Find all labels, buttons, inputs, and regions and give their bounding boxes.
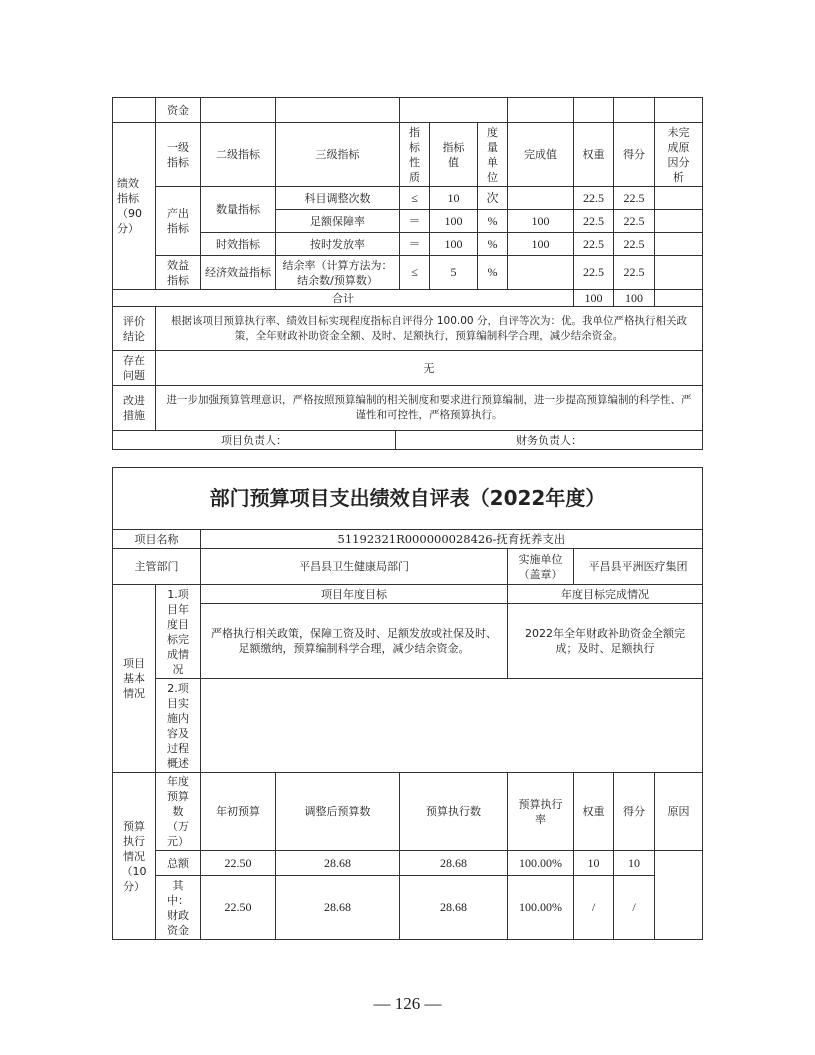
budget-label: [155, 875, 201, 940]
budget-weight: /: [573, 875, 614, 940]
indicator-name: 按时发放率: [275, 232, 400, 256]
indicator-unit: %: [477, 209, 508, 233]
empty-cell: [573, 97, 614, 123]
page-number: — 126 —: [373, 994, 442, 1013]
indicator-done: 100: [507, 209, 574, 233]
budget-adjusted: 28.68: [275, 875, 400, 940]
header-unit: 度量单位: [477, 122, 508, 187]
basic-label: 项目基本情况: [112, 584, 156, 773]
impl: 平昌县平洲医疗集团: [573, 548, 703, 585]
budget-header-annual: 年度预算数（万元）: [155, 772, 201, 851]
level2-economic: 经济效益指标: [200, 255, 276, 290]
perf-section-label: 绩效指标（90分）: [112, 122, 156, 290]
goal-header: 项目年度目标: [200, 584, 508, 604]
indicator-value: 5: [429, 255, 478, 290]
budget-weight: 10: [573, 850, 614, 876]
indicator-name: 足额保障率: [275, 209, 400, 233]
budget-header-score: 得分: [613, 772, 655, 851]
budget-label: 预算执行情况（10分）: [112, 772, 156, 940]
indicator-score: 22.5: [613, 232, 655, 256]
indicator-score: 22.5: [613, 209, 655, 233]
level2-quantity: 数量指标: [200, 186, 276, 233]
indicator-nature: ≤: [399, 186, 430, 210]
funds-label: 资金: [155, 97, 201, 123]
budget-score: /: [613, 875, 655, 940]
budget-rate: 100.00%: [507, 850, 574, 876]
header-reason: 未完成原因分析: [654, 122, 703, 187]
indicator-value: 10: [429, 186, 478, 210]
indicator-score: 22.5: [613, 255, 655, 290]
problems-label: 存在问题: [112, 350, 156, 386]
improve-text: 进一步加强预算管理意识，严格按照预算编制的相关制度和要求进行预算编制，进一步提高预算编制的科学性、严谨性和可控性，严格预算执行。: [155, 385, 703, 431]
header-level1: 一级指标: [155, 122, 201, 187]
table-title: 部门预算项目支出绩效自评表（2022年度）: [112, 467, 703, 530]
budget-header-adjusted: 调整后预算数: [275, 772, 400, 851]
indicator-reason: [654, 209, 703, 233]
budget-executed: 28.68: [399, 875, 508, 940]
indicator-weight: 22.5: [573, 232, 614, 256]
total-weight: 100: [573, 289, 614, 307]
empty-cell: [654, 97, 703, 123]
indicator-unit: %: [477, 232, 508, 256]
empty-cell: [613, 97, 655, 123]
dept: 平昌县卫生健康局部门: [200, 548, 508, 585]
goal-done-text: 2022年全年财政补助资金全额完成；及时、足额执行: [507, 603, 703, 679]
impl-label: 实施单位（盖章）: [507, 548, 574, 585]
budget-header-reason: 原因: [654, 772, 703, 851]
header-done: 完成值: [507, 122, 574, 187]
empty-cell: [654, 289, 703, 307]
indicator-unit: %: [477, 255, 508, 290]
header-level2: 二级指标: [200, 122, 276, 187]
budget-initial: 22.50: [200, 875, 276, 940]
indicator-value: 100: [429, 209, 478, 233]
indicator-weight: 22.5: [573, 186, 614, 210]
impl-content-label: 2.项目实施内容及过程概述: [155, 678, 201, 773]
budget-rate: 100.00%: [507, 875, 574, 940]
header-level3: 三级指标: [275, 122, 400, 187]
goal-done-header: 年度目标完成情况: [507, 584, 703, 604]
goal-label: 1.项目年度目标完成情况: [155, 584, 201, 679]
impl-content: [200, 678, 703, 773]
budget-header-weight: 权重: [573, 772, 614, 851]
header-score: 得分: [613, 122, 655, 187]
budget-header-executed: 预算执行数: [399, 772, 508, 851]
indicator-weight: 22.5: [573, 255, 614, 290]
indicator-done: [507, 255, 574, 290]
indicator-weight: 22.5: [573, 209, 614, 233]
indicator-done: [507, 186, 574, 210]
budget-label: [155, 850, 201, 876]
budget-adjusted: 28.68: [275, 850, 400, 876]
indicator-name: 结余率（计算方法为：结余数/预算数）: [275, 255, 400, 290]
empty-cell: [275, 97, 400, 123]
header-nature: 指标性质: [399, 122, 430, 187]
budget-row-label: 其中：财政资金: [167, 878, 189, 937]
budget-row-label: 总额: [167, 856, 189, 870]
indicator-value: 100: [429, 232, 478, 256]
empty-cell: [200, 97, 276, 123]
problems-text: 无: [155, 350, 703, 386]
goal-text: 严格执行相关政策，保障工资及时、足额发放或社保及时、足额缴纳，预算编制科学合理，减少结余资金。: [200, 603, 508, 679]
project-name: 51192321R000000028426-抚育抚养支出: [200, 529, 703, 549]
header-value: 指标值: [429, 122, 478, 187]
empty-cell: [399, 97, 508, 123]
finance-lead-label: 财务负责人：: [395, 430, 703, 450]
total-score: 100: [613, 289, 655, 307]
total-label: 合计: [112, 289, 574, 307]
budget-header-initial: 年初预算: [200, 772, 276, 851]
indicator-nature: ≤: [399, 255, 430, 290]
indicator-nature: ＝: [399, 209, 430, 233]
budget-initial: 22.50: [200, 850, 276, 876]
level1-benefit: 效益指标: [155, 255, 201, 290]
indicator-reason: [654, 186, 703, 210]
indicator-score: 22.5: [613, 186, 655, 210]
dept-label: 主管部门: [112, 548, 201, 585]
level2-timeliness: 时效指标: [200, 232, 276, 256]
improve-label: 改进措施: [112, 385, 156, 431]
project-lead-label: 项目负责人：: [112, 430, 396, 450]
budget-executed: 28.68: [399, 850, 508, 876]
indicator-name: 科目调整次数: [275, 186, 400, 210]
budget-reason: [654, 850, 703, 940]
level1-output: 产出指标: [155, 186, 201, 256]
indicator-unit: 次: [477, 186, 508, 210]
conclusion-text: 根据该项目预算执行率、绩效目标实现程度指标自评得分 100.00 分，自评等次为：优。我单位严格执行相关政策，全年财政补助资金全额、及时、足额执行，预算编制科学合理，减少结余资金。: [155, 306, 703, 351]
conclusion-label: 评价结论: [112, 306, 156, 351]
budget-header-rate: 预算执行率: [507, 772, 574, 851]
empty-cell: [507, 97, 574, 123]
empty-cell: [112, 97, 156, 123]
budget-score: 10: [613, 850, 655, 876]
indicator-done: 100: [507, 232, 574, 256]
indicator-reason: [654, 255, 703, 290]
header-weight: 权重: [573, 122, 614, 187]
indicator-reason: [654, 232, 703, 256]
indicator-nature: ＝: [399, 232, 430, 256]
project-name-label: 项目名称: [112, 529, 201, 549]
